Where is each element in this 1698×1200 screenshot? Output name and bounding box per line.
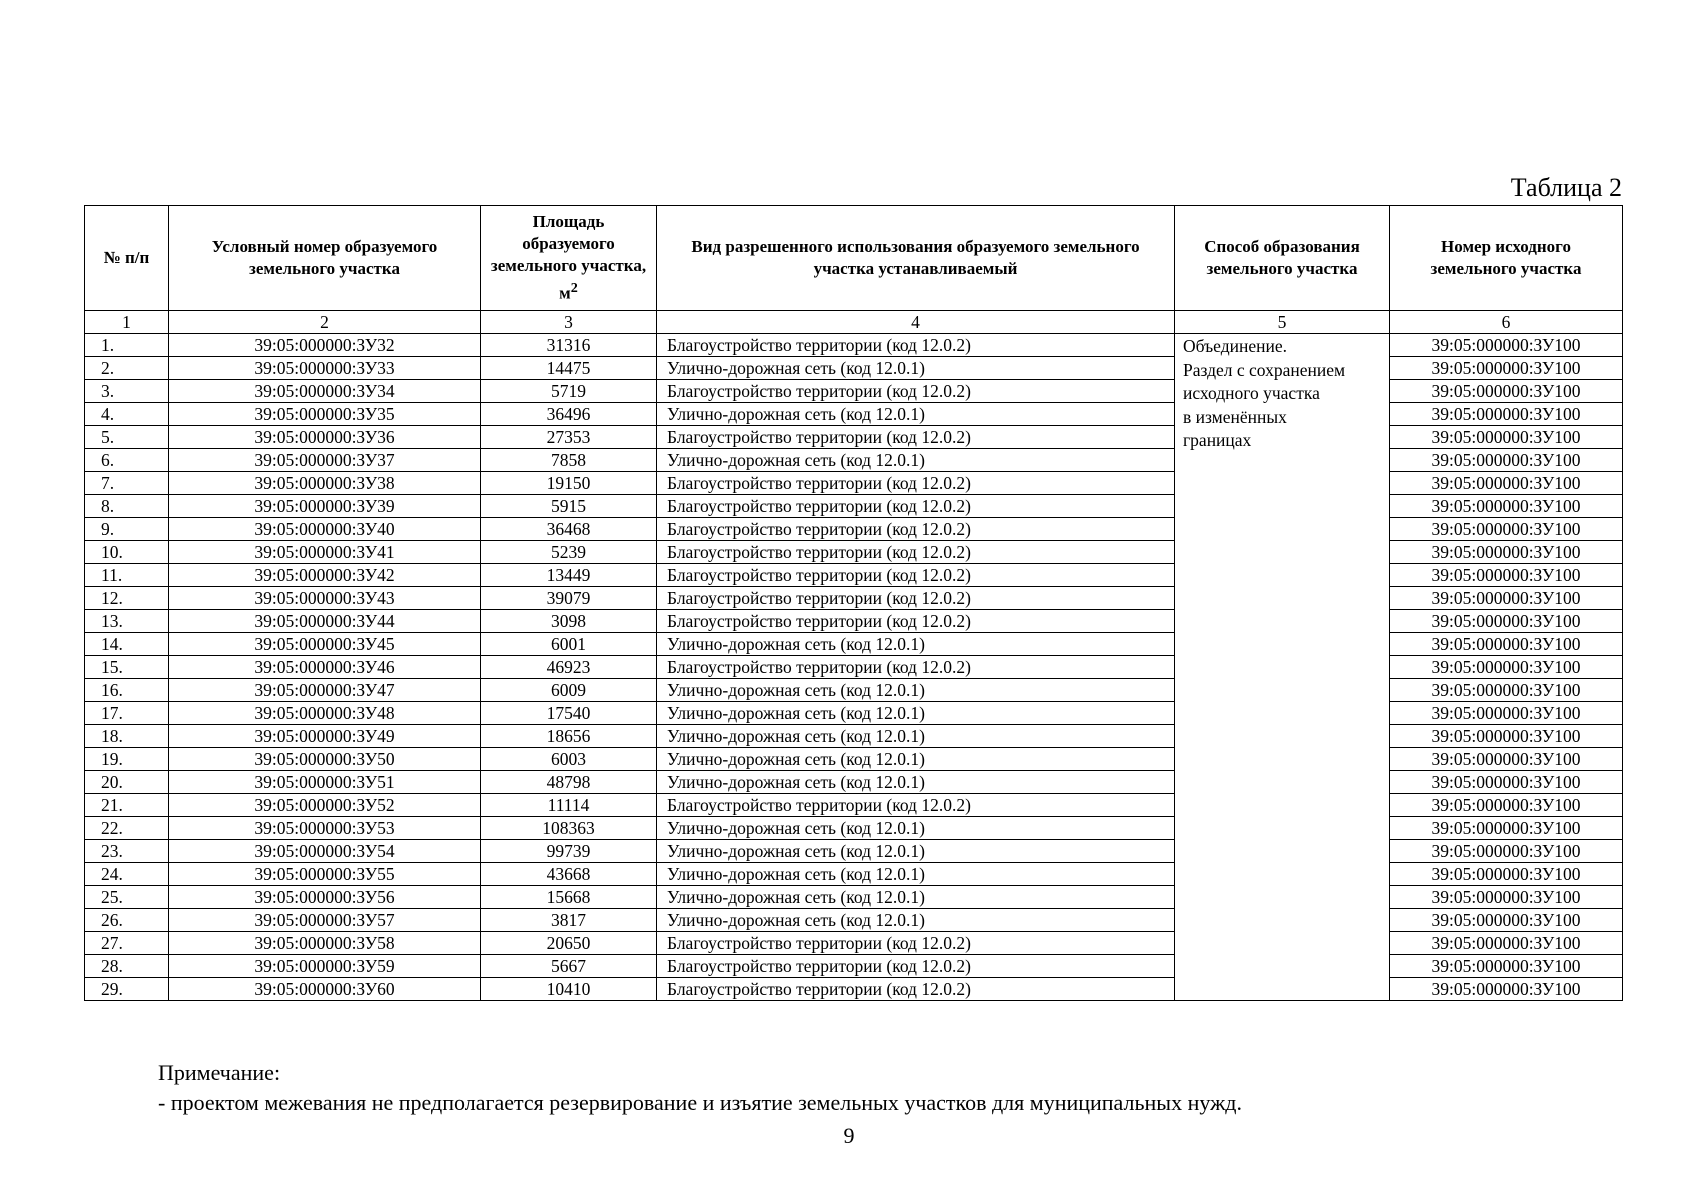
table-row [85,679,1623,702]
source-plot-number: 39:05:000000:ЗУ100 [1390,633,1623,656]
plot-area: 5719 [481,380,657,403]
plot-area: 31316 [481,334,657,357]
source-plot-number: 39:05:000000:ЗУ100 [1390,817,1623,840]
row-number: 11. [85,564,169,587]
permitted-use: Благоустройство территории (код 12.0.2) [657,541,1175,564]
row-number: 15. [85,656,169,679]
header-area-sup: 2 [570,280,578,297]
plot-area: 3817 [481,909,657,932]
conditional-number: 39:05:000000:ЗУ43 [169,587,481,610]
column-number: 4 [657,311,1175,334]
permitted-use: Улично-дорожная сеть (код 12.0.1) [657,702,1175,725]
row-number: 4. [85,403,169,426]
conditional-number: 39:05:000000:ЗУ32 [169,334,481,357]
row-number: 7. [85,472,169,495]
row-number: 19. [85,748,169,771]
permitted-use: Благоустройство территории (код 12.0.2) [657,495,1175,518]
permitted-use: Улично-дорожная сеть (код 12.0.1) [657,357,1175,380]
permitted-use: Улично-дорожная сеть (код 12.0.1) [657,886,1175,909]
source-plot-number: 39:05:000000:ЗУ100 [1390,541,1623,564]
row-number: 6. [85,449,169,472]
table-row [85,886,1623,909]
plot-area: 17540 [481,702,657,725]
source-plot-number: 39:05:000000:ЗУ100 [1390,978,1623,1001]
table-row [85,357,1623,380]
row-number: 12. [85,587,169,610]
plot-area: 48798 [481,771,657,794]
table-row [85,955,1623,978]
conditional-number: 39:05:000000:ЗУ58 [169,932,481,955]
column-number-row [85,311,1623,334]
column-number: 6 [1390,311,1623,334]
table-row [85,472,1623,495]
table-header-row [85,206,1623,311]
conditional-number: 39:05:000000:ЗУ56 [169,886,481,909]
plot-area: 6009 [481,679,657,702]
source-plot-number: 39:05:000000:ЗУ100 [1390,518,1623,541]
plot-area: 10410 [481,978,657,1001]
conditional-number: 39:05:000000:ЗУ39 [169,495,481,518]
row-number: 23. [85,840,169,863]
conditional-number: 39:05:000000:ЗУ50 [169,748,481,771]
row-number: 3. [85,380,169,403]
permitted-use: Благоустройство территории (код 12.0.2) [657,610,1175,633]
source-plot-number: 39:05:000000:ЗУ100 [1390,932,1623,955]
table-row [85,449,1623,472]
table-row [85,426,1623,449]
formation-method-line: Раздел с сохранением [1183,359,1346,380]
note-title: Примечание: [158,1060,281,1085]
permitted-use: Улично-дорожная сеть (код 12.0.1) [657,840,1175,863]
permitted-use: Благоустройство территории (код 12.0.2) [657,978,1175,1001]
page-number: 9 [843,1123,855,1148]
plot-area: 46923 [481,656,657,679]
permitted-use: Улично-дорожная сеть (код 12.0.1) [657,725,1175,748]
row-number: 28. [85,955,169,978]
conditional-number: 39:05:000000:ЗУ40 [169,518,481,541]
permitted-use: Улично-дорожная сеть (код 12.0.1) [657,449,1175,472]
header-code: Условный номер образуемого земельного участка [169,206,481,311]
conditional-number: 39:05:000000:ЗУ34 [169,380,481,403]
permitted-use: Благоустройство территории (код 12.0.2) [657,794,1175,817]
header-num: № п/п [85,206,169,311]
source-plot-number: 39:05:000000:ЗУ100 [1390,334,1623,357]
conditional-number: 39:05:000000:ЗУ52 [169,794,481,817]
plot-area: 99739 [481,840,657,863]
source-plot-number: 39:05:000000:ЗУ100 [1390,863,1623,886]
conditional-number: 39:05:000000:ЗУ55 [169,863,481,886]
plot-area: 36496 [481,403,657,426]
row-number: 5. [85,426,169,449]
plot-area: 43668 [481,863,657,886]
source-plot-number: 39:05:000000:ЗУ100 [1390,794,1623,817]
header-use: Вид разрешенного использования образуемого земельного участка устанавливаемый [657,206,1175,311]
table-row [85,518,1623,541]
permitted-use: Благоустройство территории (код 12.0.2) [657,472,1175,495]
plot-area: 15668 [481,886,657,909]
source-plot-number: 39:05:000000:ЗУ100 [1390,403,1623,426]
header-source: Номер исходного земельного участка [1390,206,1623,311]
table-row [85,334,1623,357]
plot-area: 11114 [481,794,657,817]
permitted-use: Благоустройство территории (код 12.0.2) [657,587,1175,610]
source-plot-number: 39:05:000000:ЗУ100 [1390,449,1623,472]
plot-area: 14475 [481,357,657,380]
source-plot-number: 39:05:000000:ЗУ100 [1390,771,1623,794]
table-row [85,541,1623,564]
plot-area: 5239 [481,541,657,564]
permitted-use: Благоустройство территории (код 12.0.2) [657,955,1175,978]
plot-area: 13449 [481,564,657,587]
row-number: 8. [85,495,169,518]
plot-area: 6001 [481,633,657,656]
row-number: 24. [85,863,169,886]
table-row [85,403,1623,426]
source-plot-number: 39:05:000000:ЗУ100 [1390,610,1623,633]
conditional-number: 39:05:000000:ЗУ33 [169,357,481,380]
conditional-number: 39:05:000000:ЗУ36 [169,426,481,449]
conditional-number: 39:05:000000:ЗУ60 [169,978,481,1001]
table-row [85,725,1623,748]
conditional-number: 39:05:000000:ЗУ59 [169,955,481,978]
column-number: 3 [481,311,657,334]
source-plot-number: 39:05:000000:ЗУ100 [1390,472,1623,495]
row-number: 13. [85,610,169,633]
row-number: 22. [85,817,169,840]
formation-method-line: Объединение. [1183,336,1287,356]
permitted-use: Благоустройство территории (код 12.0.2) [657,656,1175,679]
formation-method-line: исходного участка [1183,383,1320,403]
formation-method [1175,334,1390,1001]
plot-area: 36468 [481,518,657,541]
table-row [85,932,1623,955]
table-row [85,978,1623,1001]
conditional-number: 39:05:000000:ЗУ57 [169,909,481,932]
source-plot-number: 39:05:000000:ЗУ100 [1390,426,1623,449]
table-row [85,817,1623,840]
table-row [85,748,1623,771]
conditional-number: 39:05:000000:ЗУ46 [169,656,481,679]
conditional-number: 39:05:000000:ЗУ42 [169,564,481,587]
source-plot-number: 39:05:000000:ЗУ100 [1390,909,1623,932]
table-row [85,794,1623,817]
plot-area: 5667 [481,955,657,978]
conditional-number: 39:05:000000:ЗУ38 [169,472,481,495]
permitted-use: Благоустройство территории (код 12.0.2) [657,564,1175,587]
permitted-use: Улично-дорожная сеть (код 12.0.1) [657,771,1175,794]
permitted-use: Благоустройство территории (код 12.0.2) [657,518,1175,541]
row-number: 2. [85,357,169,380]
row-number: 1. [85,334,169,357]
conditional-number: 39:05:000000:ЗУ49 [169,725,481,748]
source-plot-number: 39:05:000000:ЗУ100 [1390,725,1623,748]
source-plot-number: 39:05:000000:ЗУ100 [1390,955,1623,978]
header-area-text: Площадь образуемого земельного участка, м [490,212,647,303]
source-plot-number: 39:05:000000:ЗУ100 [1390,380,1623,403]
row-number: 29. [85,978,169,1001]
row-number: 9. [85,518,169,541]
note [158,1058,1242,1118]
row-number: 25. [85,886,169,909]
table-row [85,633,1623,656]
table-row [85,656,1623,679]
permitted-use: Улично-дорожная сеть (код 12.0.1) [657,748,1175,771]
permitted-use: Улично-дорожная сеть (код 12.0.1) [657,403,1175,426]
conditional-number: 39:05:000000:ЗУ45 [169,633,481,656]
row-number: 10. [85,541,169,564]
header-area [481,206,657,311]
column-number: 1 [85,311,169,334]
source-plot-number: 39:05:000000:ЗУ100 [1390,656,1623,679]
table-row [85,702,1623,725]
table-caption: Таблица 2 [1510,173,1622,202]
table-row [85,909,1623,932]
row-number: 16. [85,679,169,702]
row-number: 17. [85,702,169,725]
permitted-use: Благоустройство территории (код 12.0.2) [657,334,1175,357]
plot-area: 39079 [481,587,657,610]
plot-area: 3098 [481,610,657,633]
table-row [85,840,1623,863]
table-row [85,587,1623,610]
plot-area: 5915 [481,495,657,518]
column-number: 5 [1175,311,1390,334]
source-plot-number: 39:05:000000:ЗУ100 [1390,702,1623,725]
source-plot-number: 39:05:000000:ЗУ100 [1390,748,1623,771]
table-row [85,564,1623,587]
permitted-use: Благоустройство территории (код 12.0.2) [657,380,1175,403]
note-text: - проектом межевания не предполагается резервирование и изъятие земельных участков для муниципальных нужд. [158,1090,1242,1115]
permitted-use: Благоустройство территории (код 12.0.2) [657,932,1175,955]
formation-method-line: в изменённых [1183,406,1287,427]
permitted-use: Улично-дорожная сеть (код 12.0.1) [657,909,1175,932]
table-row [85,610,1623,633]
land-plots-table [84,205,1623,1001]
formation-method-line: границах [1183,430,1252,450]
table-row [85,380,1623,403]
plot-area: 108363 [481,817,657,840]
conditional-number: 39:05:000000:ЗУ54 [169,840,481,863]
table-row [85,771,1623,794]
column-number: 2 [169,311,481,334]
row-number: 26. [85,909,169,932]
plot-area: 20650 [481,932,657,955]
source-plot-number: 39:05:000000:ЗУ100 [1390,840,1623,863]
conditional-number: 39:05:000000:ЗУ51 [169,771,481,794]
conditional-number: 39:05:000000:ЗУ41 [169,541,481,564]
table-row [85,863,1623,886]
row-number: 18. [85,725,169,748]
row-number: 27. [85,932,169,955]
source-plot-number: 39:05:000000:ЗУ100 [1390,587,1623,610]
permitted-use: Улично-дорожная сеть (код 12.0.1) [657,679,1175,702]
permitted-use: Улично-дорожная сеть (код 12.0.1) [657,817,1175,840]
conditional-number: 39:05:000000:ЗУ53 [169,817,481,840]
plot-area: 6003 [481,748,657,771]
plot-area: 18656 [481,725,657,748]
plot-area: 19150 [481,472,657,495]
source-plot-number: 39:05:000000:ЗУ100 [1390,357,1623,380]
permitted-use: Улично-дорожная сеть (код 12.0.1) [657,633,1175,656]
row-number: 21. [85,794,169,817]
source-plot-number: 39:05:000000:ЗУ100 [1390,679,1623,702]
conditional-number: 39:05:000000:ЗУ48 [169,702,481,725]
table-row [85,495,1623,518]
permitted-use: Улично-дорожная сеть (код 12.0.1) [657,863,1175,886]
conditional-number: 39:05:000000:ЗУ47 [169,679,481,702]
plot-area: 27353 [481,426,657,449]
source-plot-number: 39:05:000000:ЗУ100 [1390,886,1623,909]
plot-area: 7858 [481,449,657,472]
conditional-number: 39:05:000000:ЗУ35 [169,403,481,426]
source-plot-number: 39:05:000000:ЗУ100 [1390,564,1623,587]
row-number: 14. [85,633,169,656]
header-method: Способ образования земельного участка [1175,206,1390,311]
permitted-use: Благоустройство территории (код 12.0.2) [657,426,1175,449]
conditional-number: 39:05:000000:ЗУ44 [169,610,481,633]
conditional-number: 39:05:000000:ЗУ37 [169,449,481,472]
source-plot-number: 39:05:000000:ЗУ100 [1390,495,1623,518]
row-number: 20. [85,771,169,794]
